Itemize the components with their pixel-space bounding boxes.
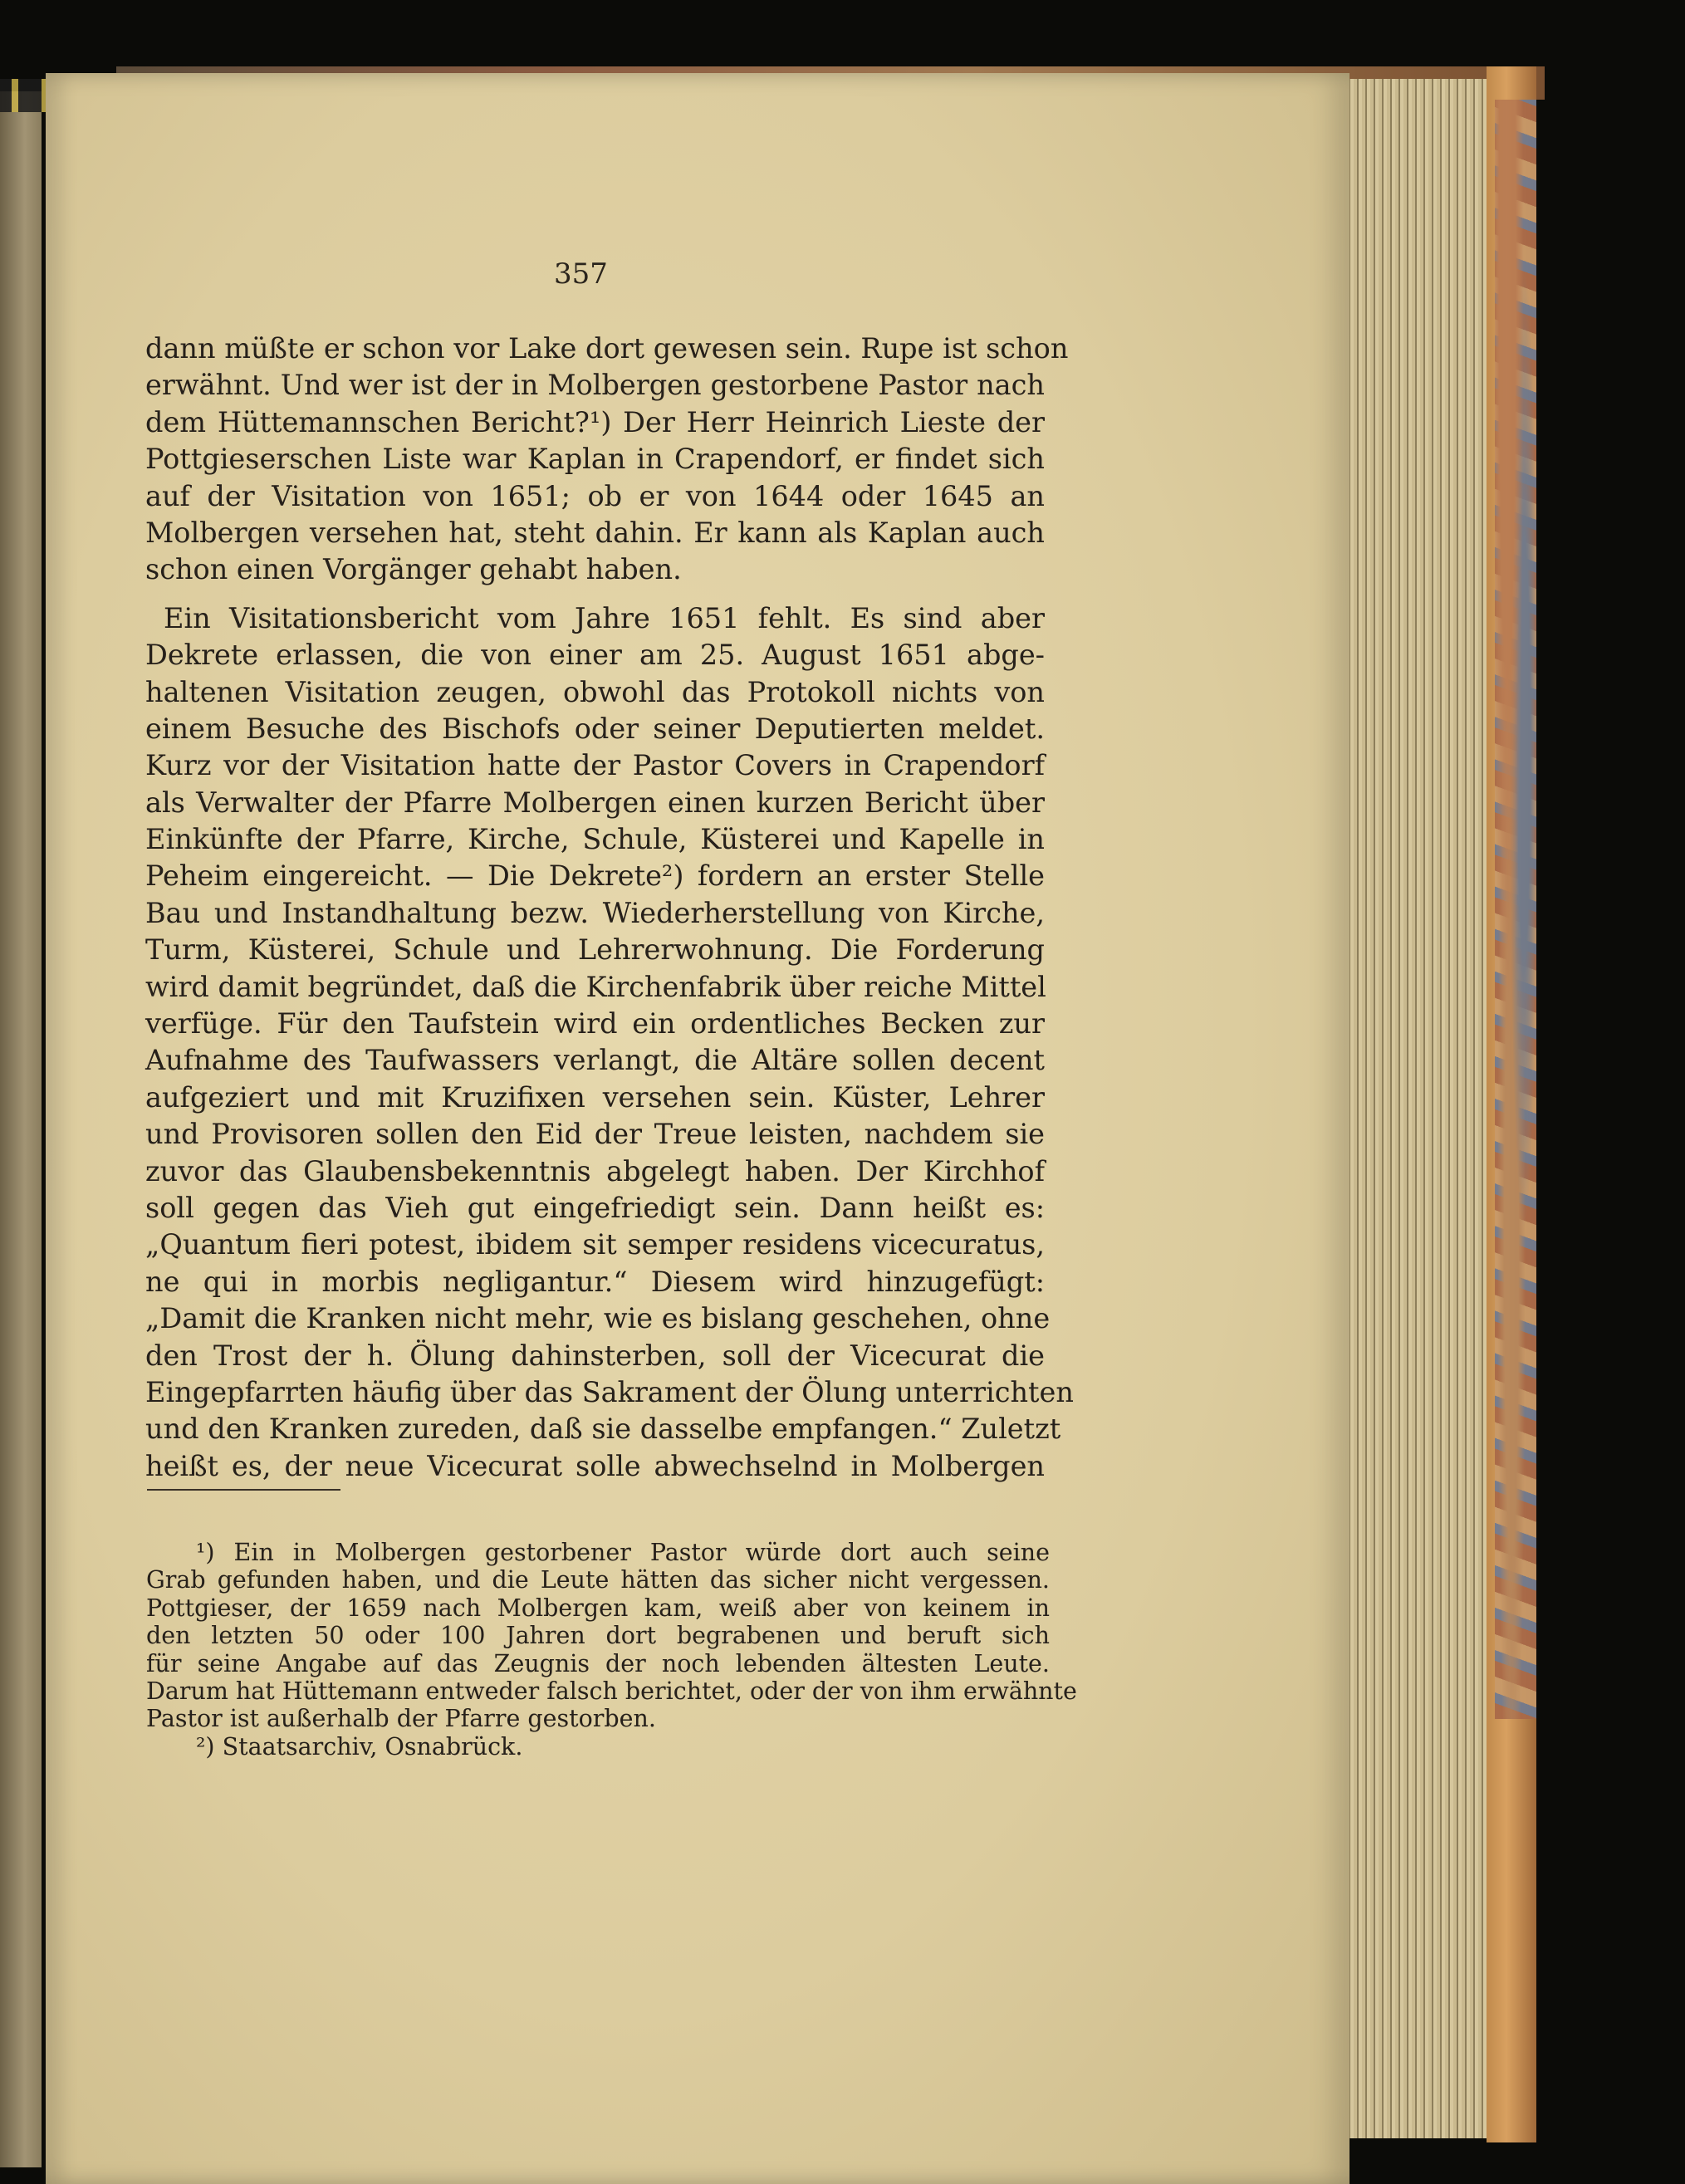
text-line: Turm, Küsterei, Schule und Lehrerwohnung. Die Forderung — [145, 933, 1045, 967]
marbled-endpaper — [1495, 100, 1536, 1719]
text-line: auf der Visitation von 1651; ob er von 1644 oder 1645 an — [145, 479, 1045, 512]
text-line: Dekrete erlassen, die von einer am 25. August 1651 abge- — [145, 639, 1045, 672]
text-line: haltenen Visitation zeugen, obwohl das Protokoll nichts von — [145, 675, 1045, 708]
text-line: soll gegen das Vieh gut eingefriedigt sein. Dann heißt es: — [145, 1191, 1045, 1224]
text-line: Bau und Instandhaltung bezw. Wiederherstellung von Kirche, — [145, 896, 1045, 929]
paragraph-1 — [145, 331, 1069, 589]
footnote-line: Pottgieser, der 1659 nach Molbergen kam, weiß aber von keinem in — [146, 1594, 1050, 1622]
footnote-2 — [146, 1733, 1050, 1760]
text-line: schon einen Vorgänger gehabt haben. — [145, 553, 682, 586]
text-line: Pottgieserschen Liste war Kaplan in Crapendorf, er findet sich — [145, 443, 1045, 476]
text-line: ne qui in morbis negligantur.“ Diesem wird hinzugefügt: — [145, 1265, 1045, 1298]
body-text — [145, 331, 1074, 1485]
text-line: und den Kranken zureden, daß sie dasselbe empfangen.“ Zuletzt — [145, 1413, 1061, 1446]
footnote-1 — [146, 1539, 1077, 1733]
text-line: erwähnt. Und wer ist der in Molbergen gestorbene Pastor nach — [145, 369, 1045, 402]
text-line: Kurz vor der Visitation hatte der Pastor Covers in Crapendorf — [145, 749, 1045, 782]
text-line: den Trost der h. Ölung dahinsterben, soll der Vicecurat die — [145, 1339, 1045, 1372]
footnotes — [146, 1539, 1077, 1760]
text-line: wird damit begründet, daß die Kirchenfabrik über reiche Mittel — [145, 970, 1046, 1003]
text-line: zuvor das Glaubensbekenntnis abgelegt haben. Der Kirchhof — [145, 1154, 1045, 1187]
text-line: „Quantum fieri potest, ibidem sit semper residens vicecuratus, — [145, 1228, 1045, 1261]
text-line: Peheim eingereicht. — Die Dekrete²) fordern an erster Stelle — [145, 859, 1045, 893]
paragraph-2 — [145, 600, 1074, 1485]
text-line: dem Hüttemannschen Bericht?¹) Der Herr Heinrich Lieste der — [145, 405, 1045, 438]
text-line: einem Besuche des Bischofs oder seiner Deputierten meldet. — [145, 712, 1045, 745]
page-block-edges — [1345, 79, 1487, 2138]
page-number: 357 — [554, 257, 608, 291]
footnote-line: den letzten 50 oder 100 Jahren dort begrabenen und beruft sich — [146, 1622, 1050, 1650]
text-line: und Provisoren sollen den Eid der Treue leisten, nachdem sie — [145, 1118, 1045, 1151]
text-line: verfüge. Für den Taufstein wird ein ordentliches Becken zur — [145, 1007, 1045, 1041]
text-line: als Verwalter der Pfarre Molbergen einen kurzen Bericht über — [145, 786, 1045, 819]
text-line: heißt es, der neue Vicecurat solle abwechselnd in Molbergen — [145, 1449, 1045, 1482]
text-line: Eingepfarrten häufig über das Sakrament der Ölung unterrichten — [145, 1375, 1074, 1408]
footnote-divider — [147, 1489, 340, 1491]
facing-page-edge — [0, 91, 42, 2167]
footnote-line: für seine Angabe auf das Zeugnis der noch lebenden ältesten Leute. — [146, 1649, 1050, 1677]
text-line: Ein Visitationsbericht vom Jahre 1651 fehlt. Es sind aber — [164, 601, 1045, 634]
text-line: „Damit die Kranken nicht mehr, wie es bislang geschehen, ohne — [145, 1302, 1051, 1335]
footnote-line: ²) Staatsarchiv, Osnabrück. — [196, 1732, 523, 1760]
text-line: dann müßte er schon vor Lake dort gewesen sein. Rupe ist schon — [145, 332, 1069, 365]
footnote-line: Pastor ist außerhalb der Pfarre gestorben. — [146, 1705, 656, 1733]
footnote-line: Darum hat Hüttemann entweder falsch berichtet, oder der von ihm erwähnte — [146, 1677, 1077, 1705]
footnote-line: Grab gefunden haben, und die Leute hätten das sicher nicht vergessen. — [146, 1566, 1050, 1594]
footnote-line: ¹) Ein in Molbergen gestorbener Pastor würde dort auch seine — [196, 1539, 1050, 1566]
text-line: Einkünfte der Pfarre, Kirche, Schule, Küsterei und Kapelle in — [145, 823, 1045, 856]
text-line: Molbergen versehen hat, steht dahin. Er kann als Kaplan auch — [145, 516, 1045, 549]
text-line: Aufnahme des Taufwassers verlangt, die Altäre sollen decent — [145, 1044, 1045, 1077]
text-line: aufgeziert und mit Kruzifixen versehen sein. Küster, Lehrer — [145, 1080, 1045, 1114]
